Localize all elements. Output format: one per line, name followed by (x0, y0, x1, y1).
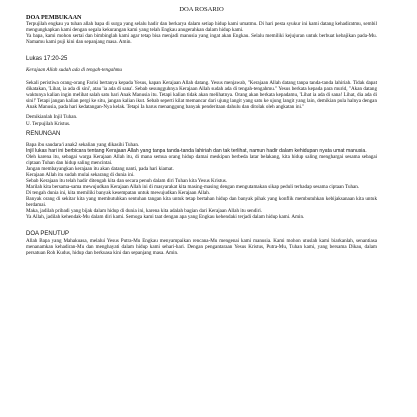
reflection-paragraph: Oleh karena itu, sebagai warga Kerajaan Allah itu, di mana semua orang hidup damai meskipun berbeda latar belakang, kita hidup saling menghargai sesama sebagai ciptaan Tuhan dan hidup saling mencintai. (26, 153, 377, 166)
reading-reference: Lukas 17:20-25 (26, 56, 68, 63)
reflection-paragraph: Injil lukas hari ini berbicara tentang Kerajaan Allah yang tanpa tanda-tanda lahiriah dan tak terlihat, namun hadir dalam kehidupan nyata umat manusia. (26, 147, 367, 154)
reading-closing-2: U. Terpujilah Kristus. (26, 120, 71, 127)
closing-prayer-text: Allah Bapa yang Mahakuasa, melalui Yesus Putra-Mu Engkau menyampaikan rencana-Mu mengenai kami manusia. Kami mohon utuslah kami biarkanlah, senantiasa menanamkan kehadiran-Mu dan menghayati dalam hidup kami sehari-hari. Dengan pengantaraan Yesus Kristus, Putra-Mu, Tuhan kami, yang bersama Dikau, dalam persatuan Roh Kudus, hidup dan berkuasa kini dan sepanjang masa. Amin. (26, 238, 377, 257)
reflection-paragraph: Ya Allah, jadilah kehendak-Mu dalam diri kami. Semoga kami taat dengan apa yang Engkau kehendaki terjadi dalam hidup kami. Amin. (26, 214, 305, 221)
opening-prayer-text: Terpujilah engkau ya tuhan allah bapa di surga yang selalu hadir dan berkarya dalam setiap hidup kami umatmu. Di hari pesta syukur ini kami datang kehadiratmu, sembil mengungkapkan kami dengan segala kekurangan kami yang telah Engkau anugerahkan dalam hidup kami. (26, 21, 377, 34)
reflection-paragraph: Sebab Kerajaan itu telah hadir ditengah kita dan secara penuh dalam diri Tuhan kita Yesus Kristus. (26, 177, 228, 184)
reflection-heading: RENUNGAN (26, 130, 61, 137)
reflection-paragraph: Jangan membayangkan kerajaan itu akan datang nanti, pada hari kiamat. (26, 165, 174, 172)
reading-subtitle: Kerajaan Allah sudah ada di tengah-tengahmu (26, 67, 122, 74)
opening-prayer-heading: DOA PEMBUKAAN (26, 14, 82, 21)
reading-closing-1: Demikianlah Injil Tuhan. (26, 114, 78, 121)
reading-text: Sekali peristiwa orang-orang Farisi bertanya kepada Yesus, kapan Kerajaan Allah datang. Yesus menjawab, "Kerajaan Allah datang tanpa tanda-tanda lahiriah. Tidak dapat dikatakan, 'Lihat, ia ada di sini', atau 'ia ada di sana'. Sebab sesungguhnya Kerajaan Allah sudah ada di tengah-tengahmu." Yesus berkata kepada para murid, "Akan datang waktunya kalian ingin melihat salah satu hari Anak Manusia itu. Tetapi kalian tidak akan melihatnya. Orang akan berkata kepadamu, 'Lihat ia ada di sana! Lihat, dia ada di sini!' Tetapi jangan kalian pergi ke situ, jangan kalian ikut. Sebab seperti kilat memancar dari ujung langit yang satu ke ujung langit yang lain, demikian pula halnya dengan Anak Manusia, pada hari kedatangan-Nya kelak. Tetapi Ia harus menanggung banyak penderitaan dahulu dan ditolak oleh angkatan ini." (26, 80, 377, 111)
reflection-paragraph: Maka, jadilah pribadi yang bijak dalam hidup di dunia ini, karena kita adalah bagian dari Kerajaan Allah itu sendiri. (26, 208, 263, 215)
reflection-paragraph: Banyak orang di sekitar kita yang membutuhkan sentuhan tangan kita untuk tetap bertahan hidup dan banyak pihak yang konflik membutuhkan kebijaksanaan kita untuk berdamai. (26, 195, 377, 209)
reflection-paragraph: Kerajaan Allah itu sudah mulai sekarang di dunia ini. (26, 171, 135, 178)
opening-prayer-text-2: Ya bapa, kami mohon sertai dan bimbinglah kami agar tetap bisa menjadi manusia yang ingat akan Engkau. Selalu memiliki kejujuran untuk berbuat kebajikan pada-Mu. Namamu kami puji kini dan sepanjang masa. Amin. (26, 33, 377, 46)
reflection-paragraph: Bapa ibu saudara/i anak2 sekalian yang dikasihi Tuhan. (26, 141, 140, 148)
closing-prayer-heading: DOA PENUTUP (26, 231, 70, 238)
reflection-paragraph: Di tengah dunia ini, kita memiliki banyak kesempatan untuk mewujudkan Kerajaan Allah. (26, 189, 211, 196)
document-title: DOA ROSARIO (179, 6, 224, 13)
reflection-paragraph: Marilah kita bersama-sama mewujudkan Kerajaan Allah ini di masyarakat kita masing-masing dengan mengutamakan sikap peduli terhadap sesama ciptaan Tuhan. (26, 183, 360, 190)
